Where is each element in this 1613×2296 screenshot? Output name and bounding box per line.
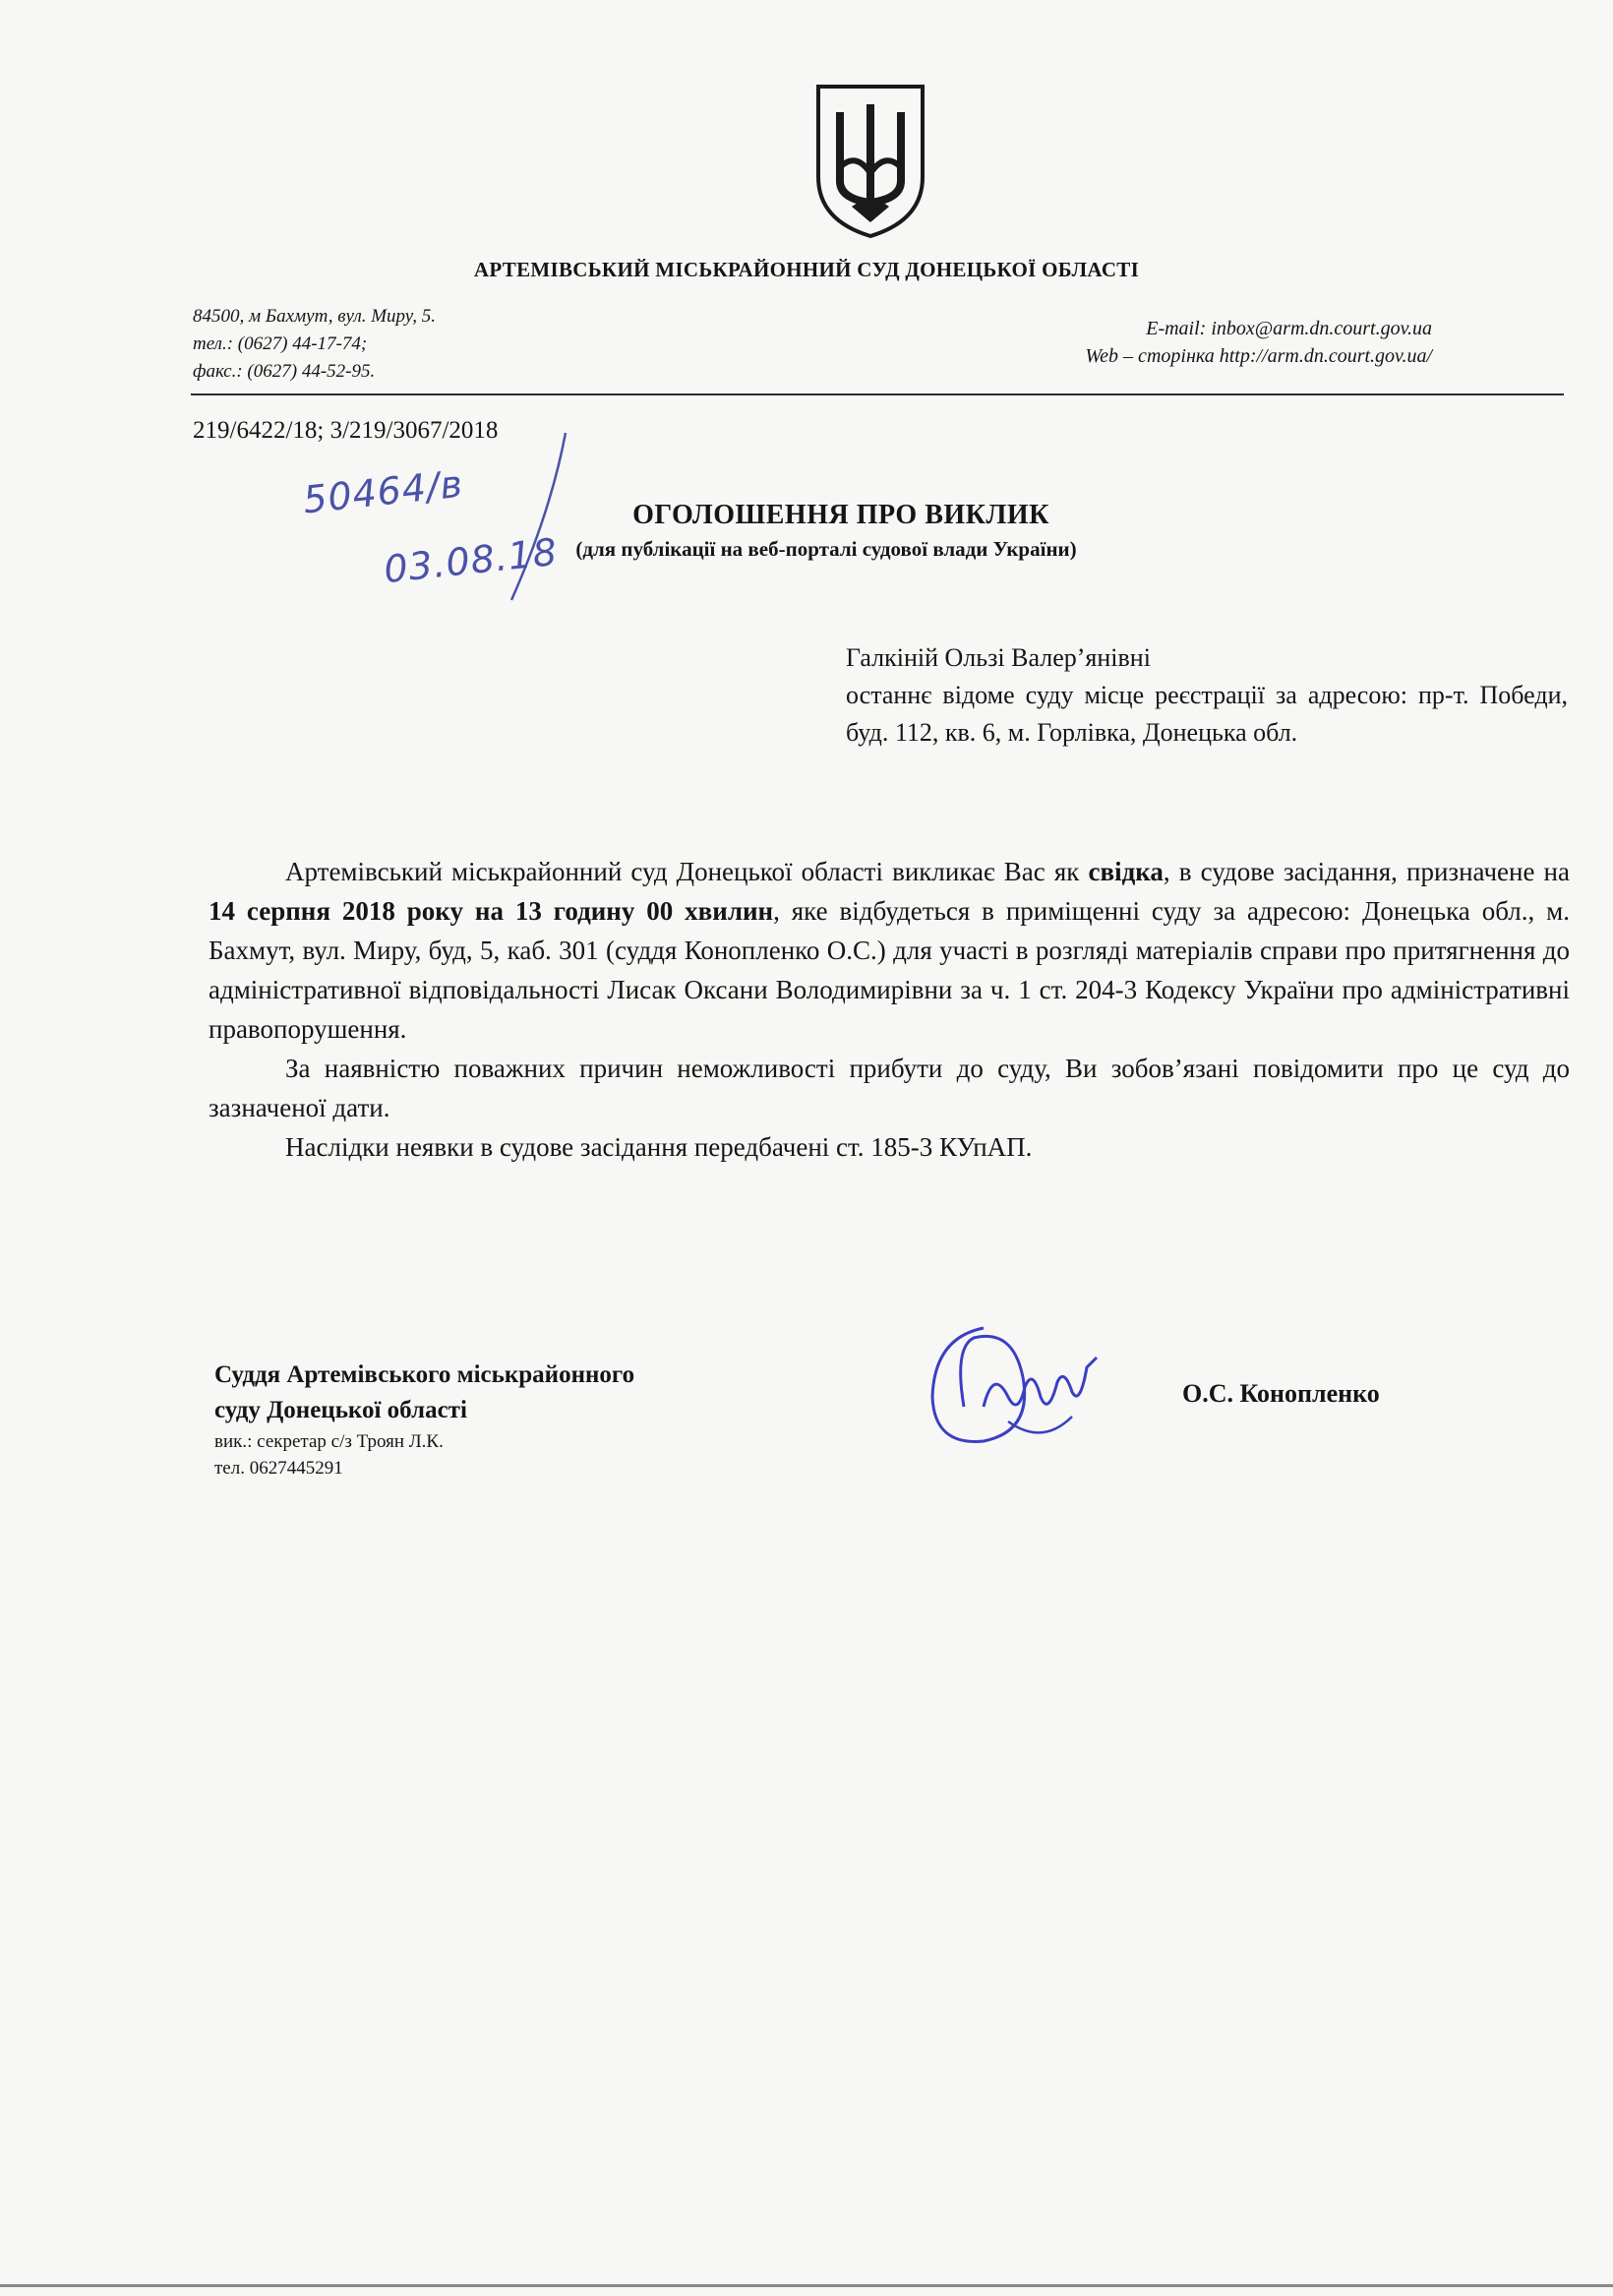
- court-phone: тел.: (0627) 44-17-74;: [193, 333, 368, 354]
- judge-name: О.С. Конопленко: [1182, 1379, 1380, 1408]
- court-fax: факс.: (0627) 44-52-95.: [193, 361, 376, 382]
- court-email: E-mail: inbox@arm.dn.court.gov.ua: [1146, 318, 1432, 339]
- case-number: 219/6422/18; 3/219/3067/2018: [193, 417, 499, 444]
- notice-paragraph-3: Наслідки неявки в судове засідання передбачені ст. 185-3 КУпАП.: [285, 1132, 1033, 1162]
- paragraph-text: , в судове засідання, призначене на: [1163, 857, 1570, 886]
- paragraph-text: Артемівський міськрайонний суд Донецької області викликає Вас як: [285, 857, 1089, 886]
- executor-line: вик.: секретар с/з Троян Л.К.: [214, 1431, 444, 1452]
- handwritten-date: 03.08.18: [382, 529, 561, 592]
- judge-title-line-2: суду Донецької області: [214, 1397, 467, 1423]
- judge-title-line-1: Суддя Артемівського міськрайонного: [214, 1361, 635, 1388]
- recipient-address: останнє відоме суду місце реєстрації за адресою: пр-т. Победи, буд. 112, кв. 6, м. Горлівка, Донецька обл.: [846, 681, 1568, 747]
- document-subtitle: (для публікації на веб-порталі судової влади України): [575, 537, 1077, 561]
- recipient-block: [846, 639, 1568, 752]
- scan-edge: [0, 2284, 1613, 2287]
- notice-paragraph-2: За наявністю поважних причин неможливості прибути до суду, Ви зобов’язані повідомити про це суд до зазначеної дати.: [209, 1054, 1570, 1122]
- paragraph-text: , яке відбудеться в приміщенні суду за адресою: Донецька обл., м. Бахмут, вул. Миру, буд, 5, каб. 301 (суддя Конопленко О.С.) для участі в розгляді матеріалів справи про притягнення до адміністративної відповідальності Лисак Оксани Володимирівни за ч. 1 ст. 204-3 Кодексу України про адміністративні правопорушення.: [209, 896, 1570, 1044]
- notice-body: [209, 852, 1570, 1167]
- notice-paragraph-1: [209, 852, 1570, 1049]
- document-title: ОГОЛОШЕННЯ ПРО ВИКЛИК: [632, 500, 1049, 530]
- court-address: 84500, м Бахмут, вул. Миру, 5.: [193, 306, 437, 327]
- court-website: Web – сторінка http://arm.dn.court.gov.ua/: [1085, 345, 1432, 367]
- handwritten-registration-number: 50464/в: [301, 461, 465, 522]
- hearing-datetime: 14 серпня 2018 року на 13 годину 00 хвилин: [209, 896, 774, 926]
- recipient-name: Галкіній Ользі Валер’янівні: [846, 643, 1151, 672]
- signature-block: [214, 1358, 903, 1481]
- witness-label: свідка: [1088, 857, 1164, 886]
- executor-phone: тел. 0627445291: [214, 1458, 343, 1479]
- handwritten-stroke: [0, 0, 1613, 689]
- court-name: АРТЕМІВСЬКИЙ МІСЬКРАЙОННИЙ СУД ДОНЕЦЬКОЇ ОБЛАСТІ: [473, 258, 1140, 281]
- handwritten-signature: [915, 1299, 1111, 1466]
